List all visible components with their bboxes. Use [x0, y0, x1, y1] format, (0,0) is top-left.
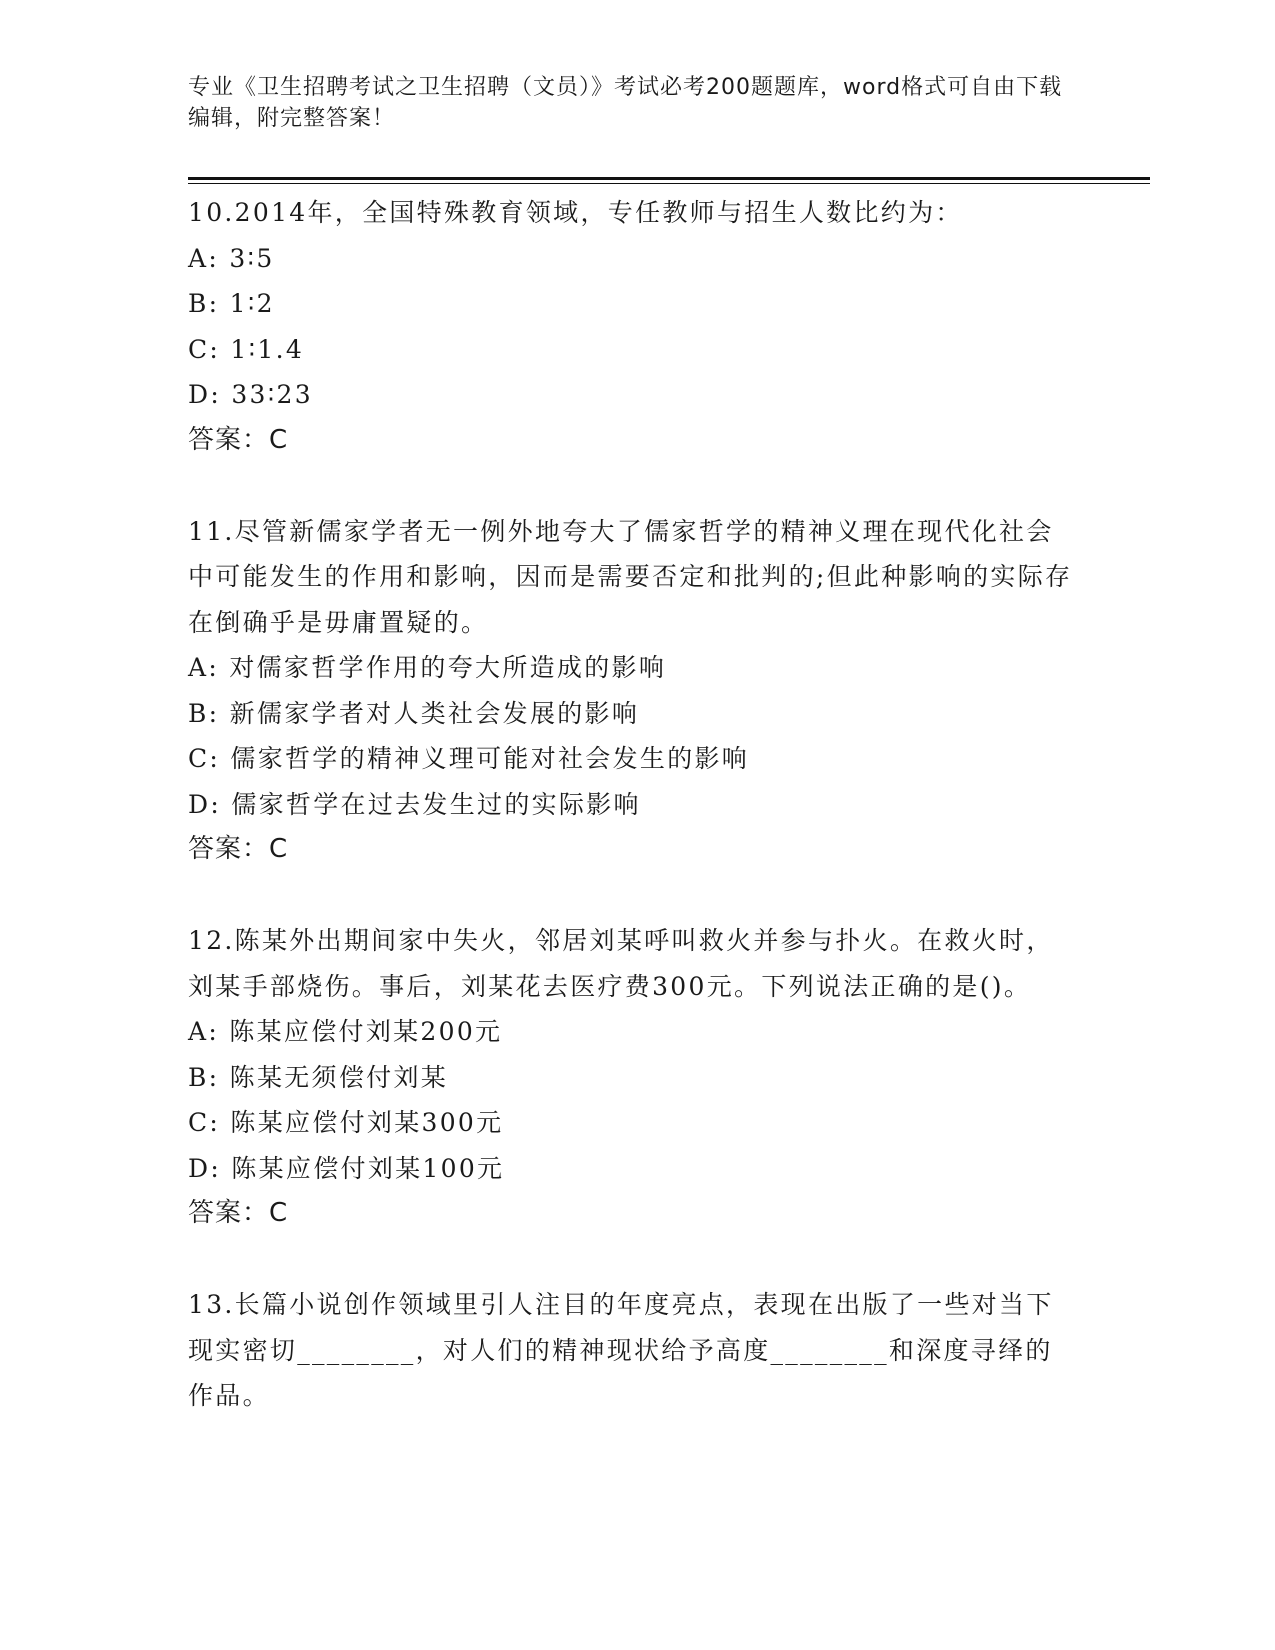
question-stem: 10.2014年，全国特殊教育领域，专任教师与招生人数比约为：	[188, 198, 963, 227]
option-a: A: 3∶5	[188, 243, 275, 273]
option-c: C: 儒家哲学的精神义理可能对社会发生的影响	[188, 744, 750, 773]
question-12	[188, 918, 1078, 1237]
question-13	[188, 1282, 1078, 1419]
answer: 答案：C	[188, 424, 289, 455]
answer: 答案：C	[188, 834, 289, 864]
option-c: C: 陈某应偿付刘某300元	[188, 1108, 504, 1137]
question-11	[188, 509, 1078, 873]
header-divider-thin	[188, 183, 1150, 184]
question-stem: 13.长篇小说创作领域里引人注目的年度亮点，表现在出版了一些对当下现实密切________，对人们的精神现状给予高度________和深度寻绎的作品。	[188, 1290, 1054, 1410]
answer: 答案：C	[188, 1198, 289, 1228]
option-b: B: 陈某无须偿付刘某	[188, 1062, 449, 1092]
option-d: D: 33∶23	[188, 380, 313, 409]
question-stem: 12.陈某外出期间家中失火，邻居刘某呼叫救火并参与扑火。在救火时，刘某手部烧伤。事后，刘某花去医疗费300元。下列说法正确的是()。	[188, 926, 1054, 1001]
option-a: A: 对儒家哲学作用的夸大所造成的影响	[188, 653, 667, 682]
question-stem: 11.尽管新儒家学者无一例外地夸大了儒家哲学的精神义理在现代化社会中可能发生的作用和影响，因而是需要否定和批判的;但此种影响的实际存在倒确乎是毋庸置疑的。	[188, 516, 1073, 637]
option-c: C: 1∶1.4	[188, 334, 305, 364]
document-header: 专业《卫生招聘考试之卫生招聘（文员）》考试必考200题题库，word格式可自由下载编辑，附完整答案！	[188, 75, 1063, 131]
question-list	[188, 190, 1078, 1464]
question-10	[188, 190, 1078, 463]
option-b: B: 新儒家学者对人类社会发展的影响	[188, 698, 640, 728]
option-b: B: 1∶2	[188, 289, 275, 318]
option-d: D: 儒家哲学在过去发生过的实际影响	[188, 789, 641, 819]
option-d: D: 陈某应偿付刘某100元	[188, 1153, 505, 1183]
option-a: A: 陈某应偿付刘某200元	[188, 1017, 503, 1046]
header-divider-thick	[188, 177, 1150, 180]
